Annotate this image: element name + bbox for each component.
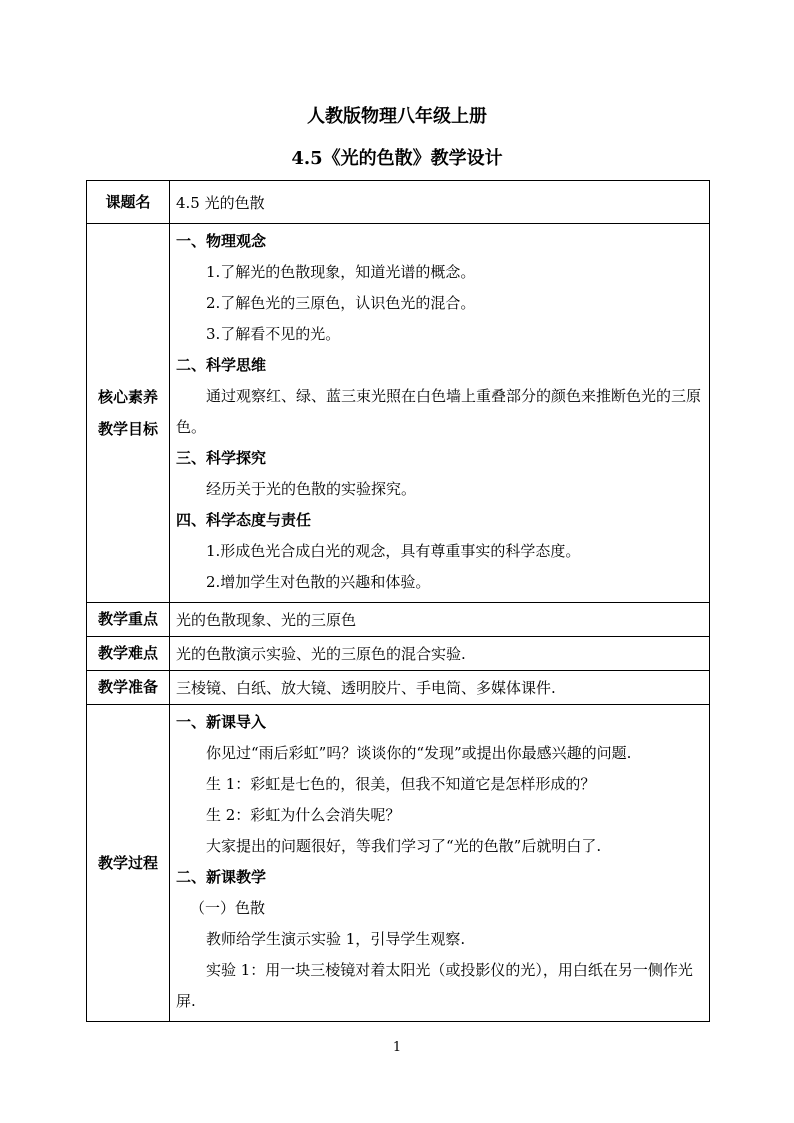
process-line: 生 2：彩虹为什么会消失呢？ — [206, 806, 401, 824]
table-row-topic — [87, 181, 710, 224]
goals-item: 1.形成色光合成白光的观念，具有尊重事实的科学态度。 — [206, 542, 581, 560]
table-row-difficulties — [87, 637, 710, 671]
table-row-key-points — [87, 603, 710, 637]
process-heading-intro: 一、新课导入 — [176, 713, 267, 731]
goals-item: 3.了解看不见的光。 — [206, 325, 341, 343]
goals-item: 2.了解色光的三原色，认识色光的混合。 — [206, 294, 476, 312]
document-title: 人教版物理八年级上册 — [307, 106, 487, 127]
table-row-preparation — [87, 671, 710, 705]
goals-heading-thinking: 二、科学思维 — [176, 356, 267, 374]
goals-item: 经历关于光的色散的实验探究。 — [206, 480, 417, 498]
key-points-label: 教学重点 — [87, 603, 170, 637]
page-number: 1 — [392, 1040, 402, 1055]
process-heading-teaching: 二、新课教学 — [176, 868, 267, 886]
difficulties-value: 光的色散演示实验、光的三原色的混合实验. — [170, 637, 710, 671]
difficulties-label: 教学难点 — [87, 637, 170, 671]
goals-item: 2.增加学生对色散的兴趣和体验。 — [206, 573, 431, 591]
goals-label-line-2: 教学目标 — [97, 420, 158, 438]
goals-content — [170, 224, 710, 603]
goals-heading-attitude: 四、科学态度与责任 — [176, 511, 312, 529]
table-row-process — [87, 705, 710, 1022]
topic-label: 课题名 — [87, 181, 170, 224]
process-line: 生 1：彩虹是七色的，很美，但我不知道它是怎样形成的？ — [206, 775, 596, 793]
key-points-value: 光的色散现象、光的三原色 — [170, 603, 710, 637]
goals-heading-inquiry: 三、科学探究 — [176, 449, 267, 467]
lesson-plan-table — [86, 180, 710, 1022]
goals-paragraph: 通过观察红、绿、蓝三束光照在白色墙上重叠部分的颜色来推断色光的三原色。 — [176, 387, 702, 436]
preparation-label: 教学准备 — [87, 671, 170, 705]
process-experiment: 实验 1：用一块三棱镜对着太阳光（或投影仪的光），用白纸在另一侧作光屏. — [176, 961, 693, 1010]
process-line: 大家提出的问题很好，等我们学习了“光的色散”后就明白了. — [206, 837, 602, 855]
process-line: 你见过“雨后彩虹”吗？谈谈你的“发现”或提出你最感兴趣的问题. — [206, 744, 632, 762]
process-label: 教学过程 — [87, 705, 170, 1022]
goals-heading-physics: 一、物理观念 — [176, 232, 267, 250]
topic-value: 4.5 光的色散 — [170, 181, 710, 224]
table-row-goals — [87, 224, 710, 603]
goals-item: 1.了解光的色散现象，知道光谱的概念。 — [206, 263, 476, 281]
goals-label — [87, 224, 170, 603]
process-line: 教师给学生演示实验 1，引导学生观察. — [206, 930, 466, 948]
goals-label-line-1: 核心素养 — [97, 388, 158, 406]
process-content — [170, 705, 710, 1022]
preparation-value: 三棱镜、白纸、放大镜、透明胶片、手电筒、多媒体课件. — [170, 671, 710, 705]
document-subtitle: 4.5《光的色散》教学设计 — [291, 148, 503, 169]
process-subheading: （一）色散 — [190, 899, 266, 917]
